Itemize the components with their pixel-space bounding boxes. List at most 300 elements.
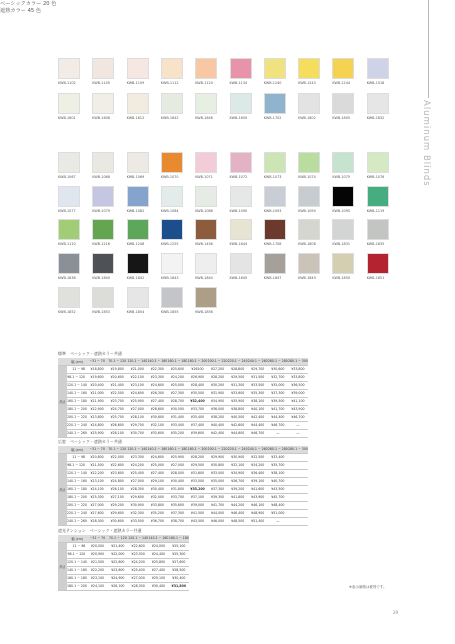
shading-swatch [161,287,183,308]
basic-swatch [332,93,354,114]
price-cell: ¥46,700 [288,413,308,421]
price-cell: ¥30,600 [147,413,167,421]
basic-swatch [161,93,183,114]
price-cell: ¥38,100 [248,397,268,405]
price-cell: ¥24,000 [148,542,168,550]
side-divider [428,0,429,98]
basic-swatch [298,58,320,79]
table-row [58,574,189,582]
price-cell: ¥28,500 [169,566,189,574]
price-cell: ¥31,800 [169,582,189,590]
price-cell: ¥48,500 [228,517,248,525]
table-row [58,493,308,501]
table-row [58,413,308,421]
price-cell: ¥35,000 [268,381,288,389]
price-cell: ¥36,000 [208,405,228,413]
price-cell: ¥29,600 [107,509,127,517]
price-cell: ¥21,400 [107,381,127,389]
price-cell: ¥39,200 [228,485,248,493]
price-cell: ¥24,800 [107,477,127,485]
table-header-cell: ~31 ~ 70 [87,446,107,453]
tax-note: ※表示価格は税別です。 [349,585,387,589]
basic-swatch-code: KWB-1642 [160,116,179,120]
table-header-cell: 160.1 ~ 180 [167,447,188,452]
price-cell: ¥38,200 [208,413,228,421]
shading-swatch [92,186,114,207]
row-height-range: 220.1 ~ 240 [67,423,87,427]
price-cell: ¥33,800 [147,501,167,509]
table-row [58,453,308,461]
table-row [58,373,308,381]
price-cell: ¥42,600 [228,421,248,429]
shading-swatch-code: KWB-1094 [298,209,316,213]
price-cell [288,517,308,525]
shading-swatch [127,253,149,274]
price-cell: ¥25,900 [87,429,107,437]
row-height-range: 220.1 ~ 240 [67,511,87,515]
price-cell: ¥26100 [187,365,207,373]
shading-swatch [367,152,389,173]
price-cell: ¥28,600 [147,405,167,413]
row-height-range: 120.1 ~ 140 [67,560,87,564]
row-height-range: 98.1 ~ 120 [67,375,86,379]
price-cell: ¥26,100 [108,582,128,590]
price-cell [288,509,308,517]
shading-swatch [92,152,114,173]
table-header-cell: 160.1 ~ 180 [168,536,189,541]
price-cell: ¥22,100 [127,373,147,381]
table-row [58,421,308,429]
price-cell: ¥29,700 [248,365,268,373]
price-cell: ¥41,100 [288,397,308,405]
price-cell: ¥29,900 [208,453,228,461]
price-cell: ¥30,400 [147,485,167,493]
row-height-range: 160.1 ~ 180 [67,399,87,403]
shading-swatch [298,186,320,207]
basic-swatch-code: KWB-1240 [263,81,282,85]
table-row [58,550,189,558]
shading-swatch-code: KWB-1708 [263,242,282,246]
price-cell: ¥27,300 [167,389,187,397]
row-height-range: 140.1 ~ 160 [67,568,87,572]
shading-swatch [58,186,80,207]
shading-swatch [367,253,389,274]
price-cell: ¥25,900 [167,453,187,461]
shading-swatch [367,219,389,240]
table-row [58,397,308,405]
basic-swatch-code: KWB-1601 [58,116,76,120]
shading-swatch-code: KWB-1082 [126,209,145,213]
shading-swatch-code: KWB-1077 [58,209,76,213]
price-cell: ¥34,900 [228,469,248,477]
price-cell: ¥28,700 [167,397,187,405]
row-height-range: 140.1 ~ 160 [67,391,87,395]
price-cell: ¥44,000 [208,509,228,517]
shading-swatch [195,186,217,207]
table-header-row [58,535,189,542]
price-cell: — [288,421,308,429]
price-cell: ¥35,200 [167,429,187,437]
price-cell: ¥26,300 [147,389,167,397]
price-cell: ¥23,600 [107,469,127,477]
price-cell: ¥30,900 [127,501,147,509]
price-cell: ¥22,500 [107,389,127,397]
basic-swatch-code: KWB-1702 [263,116,282,120]
table-row [58,558,189,566]
price-cell: ¥28,100 [107,429,127,437]
price-cell: ¥33,800 [288,365,308,373]
table-row [58,389,308,397]
price-cell: ¥30,700 [127,429,147,437]
price-cell [288,493,308,501]
price-cell: ¥27,600 [169,558,189,566]
price-cell: ¥36,700 [228,477,248,485]
table-header-cell: 220.1 ~ 240 [227,447,248,452]
row-height-range: 180.1 ~ 200 [67,584,87,588]
shading-color-title: 遮熱カラー 45 色 [0,8,42,14]
shading-swatch [332,186,354,207]
price-cell: ¥33,000 [208,469,228,477]
price-cell: ¥31,600 [187,469,207,477]
price-cell: ¥35,200 [147,509,167,517]
price-cell: ¥43,900 [248,493,268,501]
price-cell: ¥24,600 [147,381,167,389]
price-cell: ¥35,300 [248,389,268,397]
table-header-cell: 140.1 ~ 160 [148,536,169,541]
price-cell: ¥34,900 [208,397,228,405]
shading-swatch-code: KWB-1073 [263,175,282,179]
price-cell: ¥28,200 [208,373,228,381]
shading-swatch-code: KWB-1849 [298,276,316,280]
price-cell: ¥43,500 [187,517,207,525]
price-cell: ¥35,200 [187,485,207,493]
basic-swatch-code: KWB-1134 [229,81,248,85]
price-cell: ¥22,000 [107,453,127,461]
price-cell: ¥44,600 [228,429,248,437]
shading-swatch [58,253,80,274]
table-header-cell: 200.1 ~ 220 [207,359,228,364]
price-cell: ¥25,800 [148,558,168,566]
row-height-range: 160.1 ~ 180 [67,487,87,491]
row-height-range: 200.1 ~ 220 [67,503,87,507]
shading-swatch [332,253,354,274]
price-cell: ¥30,800 [208,461,228,469]
basic-swatch [127,93,149,114]
table-header-cell: 280.1 ~ 300 [287,359,308,364]
shading-swatch [332,152,354,173]
table-header-cell: 120.1 ~ 140 [127,359,148,364]
table-row [58,469,308,477]
table-header-cell: 70.1 ~ 120 [108,359,127,364]
table-row [58,381,308,389]
shading-swatch-code: KWB-1075 [332,175,351,179]
price-cell: ¥32,700 [268,373,288,381]
shading-swatch-code: KWB-1110 [58,242,76,246]
price-cell: ¥30,900 [228,453,248,461]
basic-swatch [195,58,217,79]
basic-swatch [264,58,286,79]
shading-swatch-code: KWB-1069 [126,175,145,179]
basic-swatch [298,93,320,114]
price-cell: ¥36,400 [248,469,268,477]
price-cell: ¥46,700 [248,429,268,437]
price-cell: ¥33,500 [187,477,207,485]
basic-swatch-code: KWB-1243 [298,81,316,85]
table-header-cell: 180.1 ~ 200 [187,447,208,452]
price-cell: — [288,429,308,437]
price-cell: ¥27,000 [167,461,187,469]
table-header-cell: ~31 ~ 70 [87,535,107,542]
price-cell: ¥31,400 [167,413,187,421]
table-header-cell: ~31 ~ 70 [87,358,107,365]
shading-swatch [298,253,320,274]
price-cell: ¥32,100 [228,461,248,469]
price-cell: ¥30,400 [167,477,187,485]
shading-swatch [58,152,80,173]
price-cell: ¥33,400 [167,421,187,429]
price-cell: ¥28,000 [167,469,187,477]
table-header-cell: 幅 (cm) [67,358,87,365]
price-cell: ¥20,400 [87,381,107,389]
price-cell: ¥32,400 [187,397,207,405]
shading-swatch [195,253,217,274]
price-cell: ¥40,400 [208,421,228,429]
price-cell: ¥25,600 [167,365,187,373]
side-title: Aluminum Blinds [421,100,431,187]
shading-swatch-code: KWB-1842 [126,276,145,280]
table-header-cell: 120.1 ~ 140 [127,447,148,452]
table-header-cell: 120.1 ~ 140 [128,536,149,541]
price-cell: ¥33,800 [288,373,308,381]
price-cell: ¥45,700 [268,493,288,501]
price-cell: ¥25,100 [169,542,189,550]
price-cell: ¥20,800 [87,453,107,461]
page-number: 29 [393,610,399,615]
price-cell: ¥40,500 [228,413,248,421]
table-row [58,477,308,485]
shading-swatch-code: KWB-1852 [58,310,76,314]
price-cell: ¥29,700 [127,421,147,429]
price-cell: ¥30,200 [208,381,228,389]
table-header-cell: 240.1 ~ 260 [247,447,268,452]
shading-swatch-code: KWB-1840 [92,276,110,280]
table-header-cell: 280.1 ~ 300 [287,447,308,452]
price-cell: ¥23,800 [87,413,107,421]
price-cell: ¥37,300 [167,509,187,517]
table-row [58,461,308,469]
basic-swatch-code: KWB-1646 [195,116,213,120]
basic-swatch [127,58,149,79]
shading-swatch-code: KWB-1835 [366,242,385,246]
price-cell: ¥39,500 [268,397,288,405]
price-cell: ¥28,400 [187,381,207,389]
price-cell: ¥43,500 [268,485,288,493]
price-cell: ¥30,500 [167,405,187,413]
shading-swatch [367,186,389,207]
shading-swatch-code: KWB-1072 [229,175,248,179]
price-cell: ¥38,100 [268,469,288,477]
basic-swatch [195,93,217,114]
table-header-cell: 180.1 ~ 200 [187,359,208,364]
table-row [58,509,308,517]
price-cell: ¥25,700 [107,413,127,421]
basic-swatch-code: KWB-1612 [126,116,145,120]
row-height-range: 240.1 ~ 260 [67,431,87,435]
price-cell: ¥26,900 [187,373,207,381]
price-cell: ¥38,800 [228,405,248,413]
shading-swatch-code: KWB-1854 [126,310,145,314]
price-cell: ¥41,600 [248,485,268,493]
shading-swatch-code: KWB-1093 [263,209,282,213]
table-row [58,501,308,509]
price-cell: ¥27,100 [107,493,127,501]
shading-swatch [230,186,252,207]
shading-swatch-code: KWB-1074 [298,175,316,179]
price-cell: ¥36,700 [147,517,167,525]
shading-swatch-code: KWB-1076 [366,175,385,179]
row-height-range: 240.1 ~ 260 [67,519,87,523]
price-cell: ¥24,800 [87,421,107,429]
table-row [58,429,308,437]
shading-swatch [195,287,217,308]
price-cell [288,477,308,485]
price-cell: ¥28,300 [87,517,107,525]
shading-swatch-code: KWB-1119 [366,209,385,213]
price-cell: ¥32,000 [147,493,167,501]
price-cell: ¥23,300 [147,373,167,381]
shading-swatch-code: KWB-1067 [58,175,76,179]
shading-swatch-code: KWB-1851 [366,276,385,280]
price-cell: ¥39,000 [288,389,308,397]
price-cell: ¥36,500 [288,381,308,389]
shading-swatch-code: KWB-1644 [229,242,248,246]
table-corner-cell [58,446,67,453]
shading-swatch [230,152,252,173]
table-header-cell: 140.1 ~ 160 [147,359,168,364]
price-cell [288,461,308,469]
price-cell: ¥18,800 [87,365,107,373]
shading-swatch [127,287,149,308]
price-cell: ¥22,900 [87,405,107,413]
table-header-cell: 200.1 ~ 220 [207,447,228,452]
price-cell: ¥25,000 [167,381,187,389]
price-cell: ¥51,400 [248,517,268,525]
basic-swatch [92,58,114,79]
shading-swatch-code: KWB-1084 [160,209,179,213]
shading-swatch [230,219,252,240]
price-cell: ¥35,000 [208,477,228,485]
price-cell: ¥35,700 [268,461,288,469]
price-cell: ¥35,600 [167,501,187,509]
price-cell: ¥39,000 [187,501,207,509]
shading-swatch [195,152,217,173]
basic-swatch-code: KWB-1608 [92,116,110,120]
basic-swatch-code: KWB-1112 [160,81,179,85]
table-header-row [58,358,308,365]
shading-swatch-code: KWB-1850 [332,276,351,280]
price-cell: ¥44,400 [248,421,268,429]
price-cell: ¥21,900 [87,397,107,405]
price-cell: ¥32,500 [248,453,268,461]
price-cell: ¥26,600 [107,421,127,429]
shading-swatch-code: KWB-1090 [229,209,248,213]
shading-swatch [127,219,149,240]
price-cell: ¥21,500 [87,558,107,566]
shading-swatch [264,219,286,240]
price-cell: ¥23,700 [107,397,127,405]
price-cell: ¥27,000 [127,405,147,413]
shading-swatch-code: KWB-1070 [160,175,179,179]
table-row [58,485,308,493]
price-cell: ¥44,200 [228,501,248,509]
price-cell: ¥28,800 [228,365,248,373]
price-cell: ¥29,100 [147,477,167,485]
shading-swatch [298,219,320,240]
price-cell: ¥21,000 [127,365,147,373]
table-header-cell: 160.1 ~ 180 [167,359,188,364]
price-cell: ¥27,000 [87,501,107,509]
row-height-range: 11 ~ 98 [67,542,87,550]
price-cell: ¥28,300 [127,485,147,493]
row-height-range: 120.1 ~ 140 [67,471,87,475]
shading-swatch [161,219,183,240]
price-cell: ¥28,200 [187,453,207,461]
shading-swatch-code: KWB-1855 [160,310,179,314]
shading-swatch-code: KWB-1831 [332,242,351,246]
basic-swatch [58,93,80,114]
price-cell: ¥51,000 [268,509,288,517]
price-cell: ¥30,600 [268,365,288,373]
price-cell: ¥33,700 [167,493,187,501]
table-row [58,517,308,525]
price-cell: ¥24,200 [127,461,147,469]
shading-swatch [230,253,252,274]
row-height-range: 160.1 ~ 180 [67,576,87,580]
table-header-cell: 260.1 ~ 280 [267,447,288,452]
row-height-range: 180.1 ~ 200 [67,407,87,411]
shading-swatch [264,186,286,207]
table-header-cell: 140.1 ~ 160 [147,447,168,452]
price-cell: ¥41,500 [187,509,207,517]
price-table-standard-title: 標準 ベーシック・遮熱カラー共通 [58,351,122,356]
basic-swatch [58,58,80,79]
basic-swatch [367,93,389,114]
shading-swatch [92,219,114,240]
price-cell: ¥22,200 [87,469,107,477]
price-cell: ¥27,000 [128,574,148,582]
basic-swatch-code: KWB-1124 [195,81,213,85]
price-cell: ¥39,600 [187,429,207,437]
price-cell: ¥25,400 [128,566,148,574]
price-cell: ¥46,400 [228,509,248,517]
price-cell [288,469,308,477]
shading-swatch [161,253,183,274]
shading-swatch [58,287,80,308]
shading-swatch [264,152,286,173]
shading-swatch-code: KWB-1079 [92,209,110,213]
row-height-range: 11 ~ 98 [67,453,87,461]
price-cell: ¥33,600 [228,389,248,397]
shading-swatch-code: KWB-1248 [126,242,145,246]
price-cell: ¥44,400 [268,413,288,421]
shading-swatch-code: KWB-1844 [195,276,213,280]
basic-swatch-code: KWB-1244 [332,81,351,85]
height-label: 高さ [58,453,67,525]
basic-swatch [332,58,354,79]
price-cell: ¥37,100 [187,493,207,501]
table-header-cell: 240.1 ~ 260 [247,359,268,364]
row-height-range: 140.1 ~ 160 [67,479,87,483]
